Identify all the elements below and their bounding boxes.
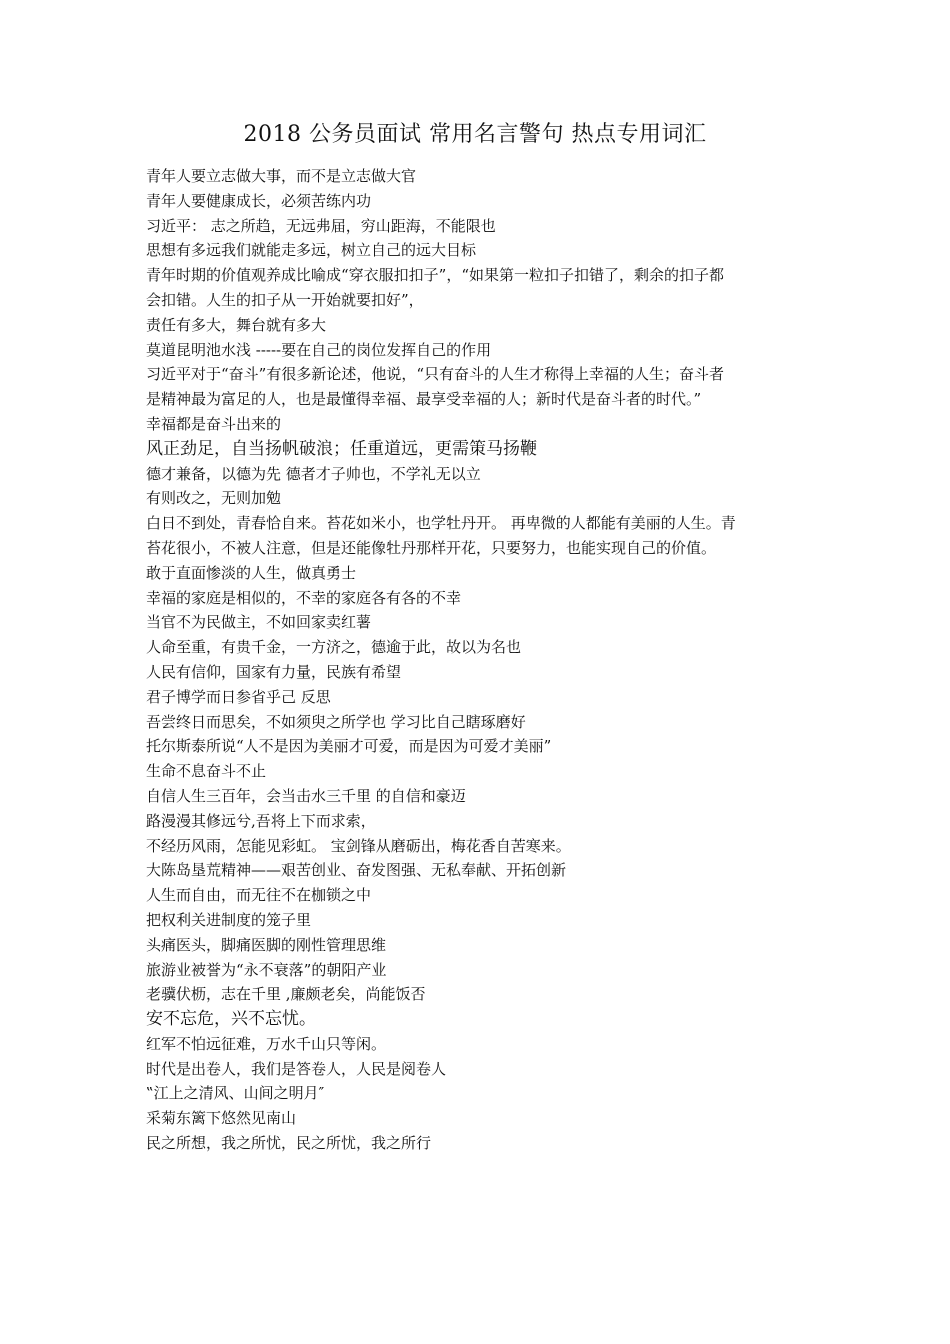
- text-line: 敢于直面惨淡的人生，做真勇士: [146, 563, 357, 582]
- text-line: 思想有多远我们就能走多远，树立自己的远大目标: [146, 241, 477, 260]
- text-line: 大陈岛垦荒精神——艰苦创业、奋发图强、无私奉献、开拓创新: [146, 861, 567, 880]
- text-line: 苔花很小，不被人注意，但是还能像牡丹那样开花，只要努力，也能实现自己的价值。: [146, 538, 717, 557]
- text-line: 安不忘危，兴不忘忧。: [146, 1009, 316, 1030]
- text-line: 自信人生三百年，会当击水三千里 的自信和豪迈: [146, 786, 466, 805]
- text-line: 习近平对于“奋斗”有很多新论述，他说，“只有奋斗的人生才称得上幸福的人生；奋斗者: [146, 365, 725, 384]
- text-line: 人民有信仰，国家有力量，民族有希望: [146, 662, 402, 681]
- text-line: 红军不怕远征难，万水千山只等闲。: [146, 1034, 387, 1053]
- text-line: 吾尝终日而思矣，不如须臾之所学也 学习比自己瞎琢磨好: [146, 712, 526, 731]
- text-line: 人生而自由，而无往不在枷锁之中: [146, 886, 372, 905]
- text-line: 生命不息奋斗不止: [146, 762, 267, 781]
- text-line: 老骥伏枥，志在千里 ,廉颇老矣，尚能饭否: [146, 985, 426, 1004]
- text-line: 人命至重，有贵千金，一方济之，德逾于此，故以为名也: [146, 638, 522, 657]
- text-line: 把权利关进制度的笼子里: [146, 910, 312, 929]
- text-line: 青年人要健康成长，必须苦练内功: [146, 191, 372, 210]
- text-line: 是精神最为富足的人，也是最懂得幸福、最享受幸福的人；新时代是奋斗者的时代。”: [146, 390, 702, 409]
- text-line: 时代是出卷人，我们是答卷人，人民是阅卷人: [146, 1059, 447, 1078]
- text-line: 青年人要立志做大事，而不是立志做大官: [146, 167, 417, 185]
- text-line: 幸福都是奋斗出来的: [146, 414, 282, 433]
- text-line: 采菊东篱下悠然见南山: [146, 1109, 297, 1128]
- text-line: 白日不到处，青春恰自来。苔花如米小，也学牡丹开。 再卑微的人都能有美丽的人生。青: [146, 514, 736, 533]
- text-line: 路漫漫其修远兮,吾将上下而求索，: [146, 811, 376, 830]
- text-line: 当官不为民做主，不如回家卖红薯: [146, 613, 372, 632]
- text-line: 托尔斯泰所说“人不是因为美丽才可爱，而是因为可爱才美丽”: [146, 737, 552, 756]
- text-line: 不经历风雨，怎能见彩虹。 宝剑锋从磨砺出，梅花香自苦寒来。: [146, 836, 571, 855]
- text-line: 莫道昆明池水浅 -----要在自己的岗位发挥自己的作用: [146, 340, 492, 359]
- text-line: 青年时期的价值观养成比喻成“穿衣服扣扣子”，“如果第一粒扣子扣错了，剩余的扣子都: [146, 266, 725, 285]
- text-line: 民之所想，我之所忧，民之所忧，我之所行: [146, 1134, 432, 1153]
- text-line: ‟江上之清风、山间之明月″: [146, 1084, 325, 1103]
- text-line: 头痛医头，脚痛医脚的刚性管理思维: [146, 935, 387, 954]
- text-line: 德才兼备，以德为先 德者才子帅也，不学礼无以立: [146, 464, 481, 483]
- text-line: 责任有多大，舞台就有多大: [146, 315, 327, 334]
- document-body: [146, 164, 818, 1156]
- text-line: 习近平： 志之所趋，无远弗届，穷山距海，不能限也: [146, 216, 496, 235]
- text-line: 会扣错。人生的扣子从一开始就要扣好”，: [146, 290, 424, 309]
- text-line: 风正劲足，自当扬帆破浪；任重道远，更需策马扬鞭: [146, 438, 537, 459]
- document-title: 2018 公务员面试 常用名言警句 热点专用词汇: [243, 122, 707, 147]
- text-line: 幸福的家庭是相似的，不幸的家庭各有各的不幸: [146, 588, 462, 607]
- text-line: 有则改之，无则加勉: [146, 489, 282, 508]
- text-line: 君子博学而日参省乎己 反思: [146, 687, 331, 706]
- text-line: 旅游业被誉为“永不衰落”的朝阳产业: [146, 960, 387, 979]
